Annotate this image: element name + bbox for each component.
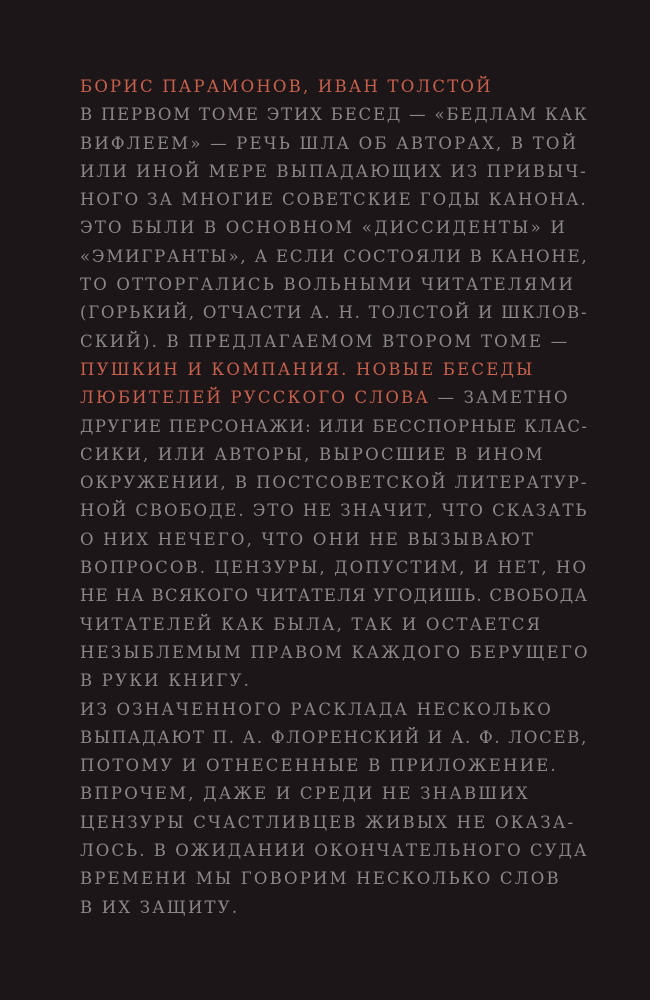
text-line: В РУКИ КНИГУ. <box>80 671 252 691</box>
text-line: О НИХ НЕЧЕГО, ЧТО ОНИ НЕ ВЫЗЫВАЮТ <box>80 529 536 549</box>
text-line <box>80 384 590 412</box>
text-line: «ЭМИГРАНТЫ», А ЕСЛИ СОСТОЯЛИ В КАНОНЕ, <box>80 246 589 266</box>
text-line: ЦЕНЗУРЫ СЧАСТЛИВЦЕВ ЖИВЫХ НЕ ОКАЗА- <box>80 812 576 832</box>
text-line: НЕ НА ВСЯКОГО ЧИТАТЕЛЯ УГОДИШЬ. СВОБОДА <box>80 586 589 606</box>
text-line: В ИХ ЗАЩИТУ. <box>80 897 240 917</box>
text-line: ВПРОЧЕМ, ДАЖЕ И СРЕДИ НЕ ЗНАВШИХ <box>80 784 530 804</box>
text-line: НОГО ЗА МНОГИЕ СОВЕТСКИЕ ГОДЫ КАНОНА. <box>80 190 588 210</box>
book-title-line-2: ЛЮБИТЕЛЕЙ РУССКОГО СЛОВА <box>80 388 431 408</box>
text-line: ДРУГИЕ ПЕРСОНАЖИ: ИЛИ БЕССПОРНЫЕ КЛАС- <box>80 416 589 436</box>
text-line: ВИФЛЕЕМ» — РЕЧЬ ШЛА ОБ АВТОРАХ, В ТОЙ <box>80 133 579 153</box>
text-line: ВОПРОСОВ. ЦЕНЗУРЫ, ДОПУСТИМ, И НЕТ, НО <box>80 558 589 578</box>
text-line: (ГОРЬКИЙ, ОТЧАСТИ А. Н. ТОЛСТОЙ И ШКЛОВ- <box>80 303 589 323</box>
text-line: ЧИТАТЕЛЕЙ КАК БЫЛА, ТАК И ОСТАЕТСЯ <box>80 614 543 634</box>
text-line: СИКИ, ИЛИ АВТОРЫ, ВЫРОСШИЕ В ИНОМ <box>80 444 545 464</box>
text-line: ИЛИ ИНОЙ МЕРЕ ВЫПАДАЮЩИХ ИЗ ПРИВЫЧ- <box>80 161 588 181</box>
book-title-line-1: ПУШКИН И КОМПАНИЯ. НОВЫЕ БЕСЕДЫ <box>80 359 535 379</box>
text-line: НЕЗЫБЛЕМЫМ ПРАВОМ КАЖДОГО БЕРУЩЕГО <box>80 642 590 662</box>
cover-text-block <box>80 73 590 922</box>
text-line: ПОТОМУ И ОТНЕСЕННЫЕ В ПРИЛОЖЕНИЕ. <box>80 756 558 776</box>
text-line: ВЫПАДАЮТ П. А. ФЛОРЕНСКИЙ И А. Ф. ЛОСЕВ, <box>80 727 589 747</box>
text-line: ЛОСЬ. В ОЖИДАНИИ ОКОНЧАТЕЛЬНОГО СУДА <box>80 841 589 861</box>
authors-line: БОРИС ПАРАМОНОВ, ИВАН ТОЛСТОЙ <box>80 77 493 96</box>
text-line: ОКРУЖЕНИИ, В ПОСТСОВЕТСКОЙ ЛИТЕРАТУР- <box>80 473 589 493</box>
text-line: В ПЕРВОМ ТОМЕ ЭТИХ БЕСЕД — «БЕДЛАМ КАК <box>80 105 589 125</box>
text-line: ТО ОТТОРГАЛИСЬ ВОЛЬНЫМИ ЧИТАТЕЛЯМИ <box>80 275 576 295</box>
text-fragment: — ЗАМЕТНО <box>430 388 570 408</box>
text-line: ЭТО БЫЛИ В ОСНОВНОМ «ДИССИДЕНТЫ» И <box>80 218 567 238</box>
text-line: НОЙ СВОБОДЕ. ЭТО НЕ ЗНАЧИТ, ЧТО СКАЗАТЬ <box>80 501 589 521</box>
text-line: ВРЕМЕНИ МЫ ГОВОРИМ НЕСКОЛЬКО СЛОВ <box>80 869 561 889</box>
text-line: ИЗ ОЗНАЧЕННОГО РАСКЛАДА НЕСКОЛЬКО <box>80 699 553 719</box>
text-line: СКИЙ). В ПРЕДЛАГАЕМОМ ВТОРОМ ТОМЕ — <box>80 331 570 351</box>
